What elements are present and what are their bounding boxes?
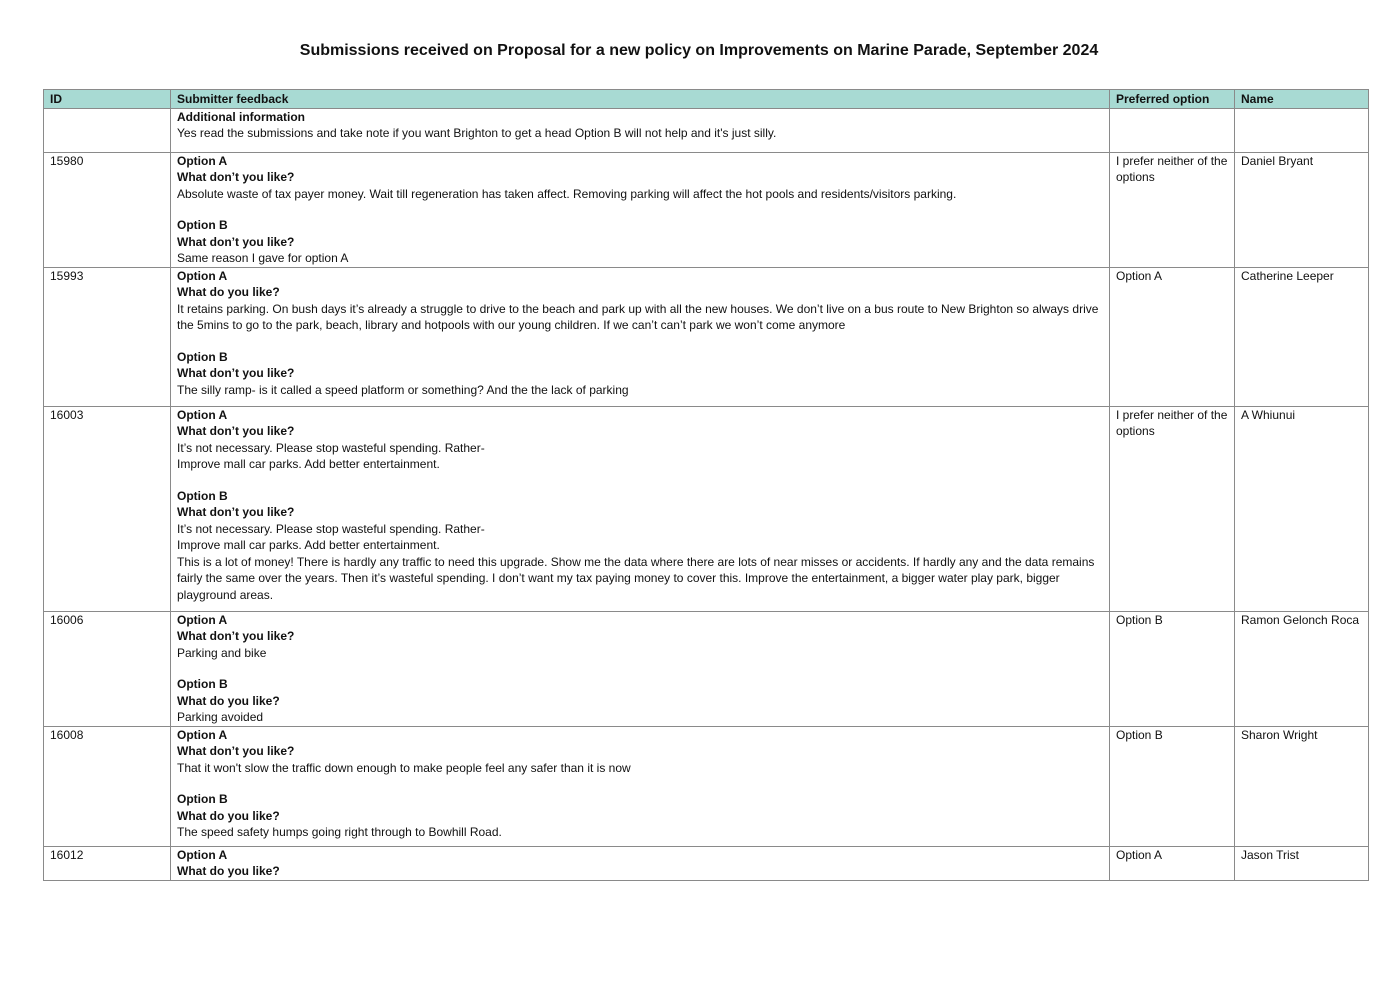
submission-id: 15993 xyxy=(44,267,171,406)
submitter-feedback xyxy=(171,726,1110,846)
feedback-option-heading: Option A xyxy=(177,407,228,422)
feedback-text: Absolute waste of tax payer money. Wait till regeneration has taken affect. Removing parking will affect the hot pools and residents/visitors parking. xyxy=(177,186,957,201)
table-row xyxy=(44,726,1369,846)
feedback-question: What don’t you like? xyxy=(177,234,295,249)
submission-id: 16012 xyxy=(44,846,171,880)
column-header-id: ID xyxy=(44,90,171,109)
column-header-name: Name xyxy=(1235,90,1369,109)
feedback-text: This is a lot of money! There is hardly any traffic to need this upgrade. Show me the data where there are lots of near misses or accidents. If hardly any and the data remains fairly the same over the years. Then it’s wasteful spending. I don’t want my tax paying money to cover this. Improve the entertainment, a bigger water play park, bigger playground areas. xyxy=(177,554,1095,602)
table-row xyxy=(44,108,1369,152)
feedback-question: What don’t you like? xyxy=(177,366,295,380)
feedback-question: What don’t you like? xyxy=(177,629,295,643)
submission-id: 16003 xyxy=(44,406,171,611)
feedback-question: What do you like? xyxy=(177,693,280,708)
feedback-text: It retains parking. On bush days it’s already a struggle to drive to the beach and park up with all the new houses. We don’t live on a bus route to New Brighton so always drive the 5mins to go to the park, beach, library and hotpools with our young children. If we can’t can’t park we won’t come anymore xyxy=(177,301,1099,332)
feedback-heading: Additional information xyxy=(177,109,305,124)
table-row xyxy=(44,152,1369,267)
feedback-text: That it won't slow the traffic down enough to make people feel any safer than it is now xyxy=(177,760,631,775)
table-row xyxy=(44,406,1369,611)
submission-id: 15980 xyxy=(44,152,171,267)
submitter-feedback xyxy=(171,406,1110,611)
feedback-text: Parking avoided xyxy=(177,710,264,724)
feedback-option-heading: Option B xyxy=(177,349,228,364)
feedback-option-heading: Option A xyxy=(177,612,228,627)
feedback-text: The speed safety humps going right through to Bowhill Road. xyxy=(177,825,502,839)
feedback-text: Same reason I gave for option A xyxy=(177,251,349,265)
submitter-name: A Whiunui xyxy=(1235,406,1369,611)
feedback-text: It’s not necessary. Please stop wasteful spending. Rather- xyxy=(177,440,485,455)
feedback-question: What do you like? xyxy=(177,808,280,823)
submitter-feedback xyxy=(171,611,1110,726)
preferred-option xyxy=(1110,108,1235,152)
table-header-row xyxy=(44,90,1369,109)
column-header-preferred: Preferred option xyxy=(1110,90,1235,109)
submission-id xyxy=(44,108,171,152)
feedback-question: What don’t you like? xyxy=(177,424,295,438)
feedback-text: Improve mall car parks. Add better entertainment. xyxy=(177,538,440,552)
submission-id: 16006 xyxy=(44,611,171,726)
feedback-question: What do you like? xyxy=(177,285,280,299)
submitter-feedback xyxy=(171,108,1110,152)
feedback-option-heading: Option A xyxy=(177,727,228,742)
table-body xyxy=(44,108,1369,880)
feedback-question: What don’t you like? xyxy=(177,505,295,519)
feedback-option-heading: Option A xyxy=(177,153,228,168)
column-header-feedback: Submitter feedback xyxy=(171,90,1110,109)
feedback-question: What don’t you like? xyxy=(177,744,295,758)
preferred-option: Option A xyxy=(1110,267,1235,406)
submissions-table xyxy=(43,89,1369,881)
submitter-feedback xyxy=(171,152,1110,267)
page-title: Submissions received on Proposal for a new policy on Improvements on Marine Parade, September 2024 xyxy=(299,42,1099,59)
preferred-option: Option B xyxy=(1110,611,1235,726)
feedback-text: Improve mall car parks. Add better entertainment. xyxy=(177,457,440,471)
feedback-option-heading: Option B xyxy=(177,218,228,232)
feedback-text: Parking and bike xyxy=(177,645,267,660)
preferred-option: I prefer neither of the options xyxy=(1110,152,1235,267)
feedback-question: What do you like? xyxy=(177,864,280,878)
submitter-name: Daniel Bryant xyxy=(1235,152,1369,267)
submitter-name xyxy=(1235,108,1369,152)
feedback-text: Yes read the submissions and take note if you want Brighton to get a head Option B will not help and it's just silly. xyxy=(177,126,777,140)
submission-id: 16008 xyxy=(44,726,171,846)
feedback-option-heading: Option B xyxy=(177,792,228,806)
table-row xyxy=(44,846,1369,880)
submitter-name: Ramon Gelonch Roca xyxy=(1235,611,1369,726)
table-row xyxy=(44,611,1369,726)
feedback-text: It’s not necessary. Please stop wasteful spending. Rather- xyxy=(177,521,485,536)
feedback-option-heading: Option A xyxy=(177,268,228,283)
feedback-question: What don’t you like? xyxy=(177,170,295,184)
feedback-text: The silly ramp- is it called a speed platform or something? And the the lack of parking xyxy=(177,382,629,397)
preferred-option: Option A xyxy=(1110,846,1235,880)
submitter-name: Jason Trist xyxy=(1235,846,1369,880)
preferred-option: I prefer neither of the options xyxy=(1110,406,1235,611)
submitter-name: Sharon Wright xyxy=(1235,726,1369,846)
feedback-option-heading: Option B xyxy=(177,488,228,503)
feedback-option-heading: Option B xyxy=(177,677,228,691)
preferred-option: Option B xyxy=(1110,726,1235,846)
submitter-name: Catherine Leeper xyxy=(1235,267,1369,406)
submitter-feedback xyxy=(171,267,1110,406)
feedback-option-heading: Option A xyxy=(177,847,228,862)
submitter-feedback xyxy=(171,846,1110,880)
table-row xyxy=(44,267,1369,406)
